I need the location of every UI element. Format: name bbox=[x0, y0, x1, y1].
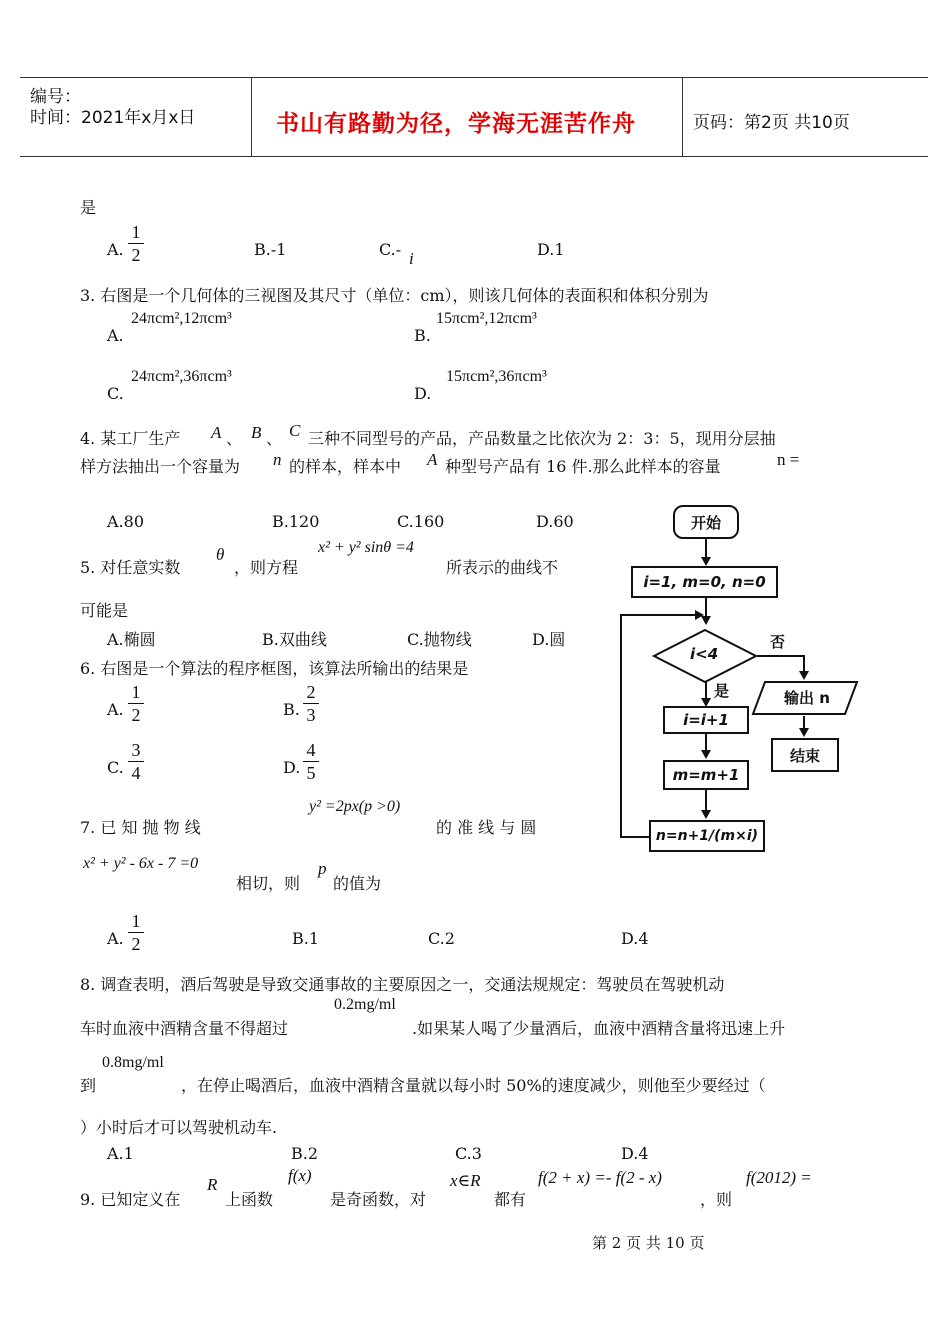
q6-option-b-label: B. bbox=[283, 700, 300, 719]
header-bottom-rule bbox=[20, 156, 928, 157]
fraction-numerator: 1 bbox=[131, 222, 141, 242]
fraction-numerator: 1 bbox=[131, 682, 141, 702]
q3-option-b-label: B. bbox=[414, 326, 431, 345]
arrow-down-icon bbox=[701, 557, 711, 566]
q4-line1-end: 三种不同型号的产品，产品数量之比依次为 2：3：5，现用分层抽 bbox=[308, 429, 776, 448]
q4-var-a: A bbox=[211, 423, 222, 442]
q8-option-c: C.3 bbox=[455, 1144, 482, 1163]
q4-var-c: C bbox=[289, 421, 301, 440]
q5-equation: x² + y² sinθ =4 bbox=[318, 539, 414, 556]
q5-theta: θ bbox=[216, 545, 225, 564]
q5-line1-end: 所表示的曲线不 bbox=[446, 558, 559, 577]
q5-option-d: D.圆 bbox=[532, 630, 566, 649]
q8-line2-start: 车时血液中酒精含量不得超过 bbox=[80, 1019, 289, 1038]
page-footer: 第 2 页 共 10 页 bbox=[592, 1234, 705, 1252]
q6-option-d-label: D. bbox=[283, 758, 301, 777]
q8-option-b: B.2 bbox=[291, 1144, 319, 1163]
fraction-denominator: 2 bbox=[131, 245, 141, 265]
motto-title: 书山有路勤为径，学海无涯苦作舟 bbox=[276, 111, 636, 137]
q9-line1-start: 9. 已知定义在 bbox=[80, 1190, 181, 1209]
q3-stem: 3. 右图是一个几何体的三视图及其尺寸（单位：cm），则该几何体的表面积和体积分别为 bbox=[80, 286, 709, 305]
q7-option-c: C.2 bbox=[428, 929, 455, 948]
q4-option-d: D.60 bbox=[536, 512, 574, 531]
fraction-numerator: 3 bbox=[131, 740, 141, 760]
q9-line1-mid1: 上函数 bbox=[225, 1190, 274, 1209]
q6-option-c-label: C. bbox=[107, 758, 124, 777]
arrow-down-icon bbox=[799, 671, 809, 680]
flowchart-step-n: n=n+1/(m×i) bbox=[649, 820, 765, 852]
q9-fx: f(x) bbox=[288, 1166, 312, 1185]
arrow-right-icon bbox=[695, 610, 704, 620]
arrow-down-icon bbox=[701, 750, 711, 759]
fraction-numerator: 4 bbox=[306, 740, 316, 760]
flowchart-start: 开始 bbox=[673, 505, 739, 539]
q8-option-a: A.1 bbox=[107, 1144, 134, 1163]
fraction-denominator: 5 bbox=[306, 763, 316, 783]
q4-option-a: A.80 bbox=[107, 512, 144, 531]
q7-parabola: y² =2px(p >0) bbox=[309, 798, 401, 815]
q3-option-d-value: 15πcm²,36πcm³ bbox=[446, 368, 547, 385]
fraction-numerator: 2 bbox=[306, 682, 316, 702]
prev-question-tail: 是 bbox=[80, 198, 97, 217]
q4-var-b: B bbox=[251, 423, 262, 442]
fraction-denominator: 2 bbox=[131, 934, 141, 954]
flowchart-step-m: m=m+1 bbox=[663, 760, 749, 790]
flowchart-step-i: i=i+1 bbox=[663, 706, 749, 734]
q4-line2-mid: 的样本，样本中 bbox=[289, 457, 402, 476]
q3-option-d-label: D. bbox=[414, 384, 432, 403]
decision-no-label: 否 bbox=[770, 633, 786, 651]
fraction-denominator: 4 bbox=[131, 763, 141, 783]
q4-sep2: 、 bbox=[266, 429, 283, 448]
flowchart-end: 结束 bbox=[771, 738, 839, 772]
q4-var-a2: A bbox=[427, 450, 438, 469]
fraction-denominator: 3 bbox=[306, 705, 316, 725]
q4-var-n: n bbox=[273, 450, 282, 469]
q3-option-b-value: 15πcm²,12πcm³ bbox=[436, 310, 537, 327]
q9-line1-mid3: 都有 bbox=[494, 1190, 527, 1209]
q8-line4: ）小时后才可以驾驶机动车. bbox=[80, 1118, 278, 1137]
q5-line1-start: 5. 对任意实数 bbox=[80, 558, 181, 577]
header-top-rule bbox=[20, 77, 928, 78]
q9-set-r: R bbox=[207, 1175, 218, 1194]
q7-option-b: B.1 bbox=[292, 929, 320, 948]
q6-option-a-fraction bbox=[128, 682, 144, 725]
q3-option-c-label: C. bbox=[107, 384, 124, 403]
time-label: 时间：2021年x月x日 bbox=[30, 108, 196, 128]
option-a-fraction bbox=[128, 222, 144, 265]
q7-option-d: D.4 bbox=[621, 929, 649, 948]
q5-line1-mid: ，则方程 bbox=[234, 558, 299, 577]
arrow-down-icon bbox=[701, 810, 711, 819]
q4-option-c: C.160 bbox=[397, 512, 445, 531]
q6-stem: 6. 右图是一个算法的程序框图，该算法所输出的结果是 bbox=[80, 659, 469, 678]
q4-sep1: 、 bbox=[226, 429, 243, 448]
option-b: B.-1 bbox=[254, 240, 287, 259]
header-divider-right bbox=[682, 77, 683, 157]
header-divider-left bbox=[251, 77, 252, 157]
q8-peak-value: 0.8mg/ml bbox=[102, 1054, 164, 1071]
q4-line2-end: 种型号产品有 16 件.那么此样本的容量 bbox=[445, 457, 721, 476]
q4-n-equals: n = bbox=[777, 450, 800, 469]
decision-yes-label: 是 bbox=[714, 682, 730, 700]
q7-option-a-fraction bbox=[128, 911, 144, 954]
q7-circle: x² + y² - 6x - 7 =0 bbox=[83, 855, 199, 872]
q5-option-a: A.椭圆 bbox=[107, 630, 156, 649]
serial-label: 编号： bbox=[30, 87, 81, 107]
q9-f2012: f(2012) = bbox=[746, 1168, 812, 1187]
q3-option-a-value: 24πcm²,12πcm³ bbox=[131, 310, 232, 327]
q7-line1-start: 7. 已 知 抛 物 线 bbox=[80, 818, 201, 837]
option-d: D.1 bbox=[537, 240, 565, 259]
decision-condition: i<4 bbox=[690, 645, 719, 663]
q6-option-d-fraction bbox=[303, 740, 319, 783]
q8-line3-end: ，在停止喝酒后，血液中酒精含量就以每小时 50%的速度减少，则他至少要经过（ bbox=[181, 1076, 766, 1095]
flowchart-init: i=1, m=0, n=0 bbox=[631, 566, 778, 598]
q5-line2: 可能是 bbox=[80, 601, 129, 620]
fraction-denominator: 2 bbox=[131, 705, 141, 725]
q8-limit-value: 0.2mg/ml bbox=[334, 996, 396, 1013]
q9-line1-mid2: 是奇函数，对 bbox=[330, 1190, 427, 1209]
arrow-down-icon bbox=[799, 728, 809, 737]
q8-line3-start: 到 bbox=[80, 1076, 97, 1095]
q5-option-b: B.双曲线 bbox=[262, 630, 327, 649]
q6-option-c-fraction bbox=[128, 740, 144, 783]
q8-line1: 8. 调查表明，酒后驾驶是导致交通事故的主要原因之一，交通法规规定：驾驶员在驾驶机动 bbox=[80, 975, 725, 994]
option-c-imag: i bbox=[409, 249, 414, 268]
q4-line1-start: 4. 某工厂生产 bbox=[80, 429, 181, 448]
q4-line2-start: 样方法抽出一个容量为 bbox=[80, 457, 241, 476]
q9-x-in-r: x∈R bbox=[450, 1171, 481, 1190]
output-label: 输出 n bbox=[784, 689, 830, 707]
q3-option-c-value: 24πcm²,36πcm³ bbox=[131, 368, 232, 385]
q8-line2-end: .如果某人喝了少量酒后，血液中酒精含量将迅速上升 bbox=[412, 1019, 786, 1038]
q3-option-a-label: A. bbox=[107, 326, 124, 345]
q9-odd-relation: f(2 + x) =- f(2 - x) bbox=[538, 1168, 662, 1187]
q4-option-b: B.120 bbox=[272, 512, 320, 531]
option-c-label: C.- bbox=[379, 240, 402, 259]
q9-line1-mid4: ，则 bbox=[700, 1190, 733, 1209]
q7-line1-end: 的 准 线 与 圆 bbox=[436, 818, 537, 837]
q6-option-b-fraction bbox=[303, 682, 319, 725]
q8-option-d: D.4 bbox=[621, 1144, 649, 1163]
q7-line2-end: 的值为 bbox=[333, 874, 382, 893]
fraction-numerator: 1 bbox=[131, 911, 141, 931]
q7-line2-start: 相切，则 bbox=[236, 874, 301, 893]
q6-option-a-label: A. bbox=[107, 700, 124, 719]
q7-p: p bbox=[318, 859, 327, 878]
q7-option-a-label: A. bbox=[107, 929, 124, 948]
page-info: 页码：第2页 共10页 bbox=[693, 113, 850, 133]
q5-option-c: C.抛物线 bbox=[407, 630, 472, 649]
option-a-label: A. bbox=[107, 240, 124, 259]
